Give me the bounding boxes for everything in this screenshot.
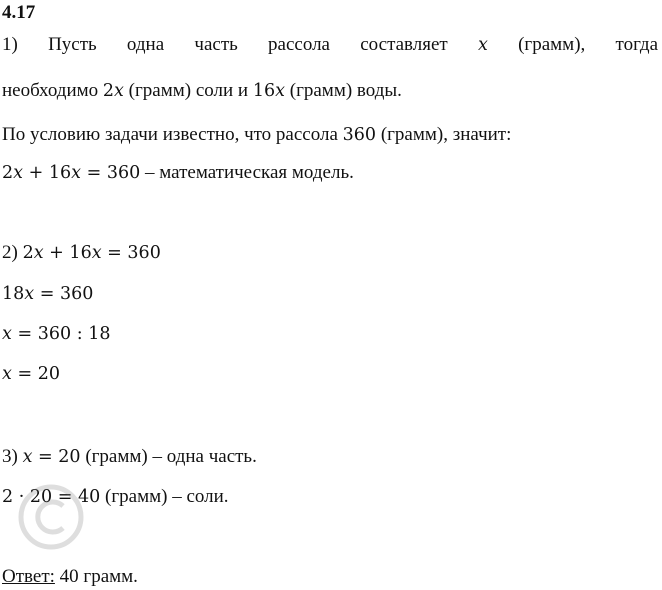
step3-text-1: (грамм) – одна часть. [85,446,257,467]
step2-line1 [2,242,161,264]
step1-line1-text-a: 1) Пусть одна часть рассола составляет [2,34,448,55]
step1-line2 [2,80,402,102]
step1-line4 [2,162,354,184]
step1-line2-text-c: (грамм) воды. [289,80,402,101]
step2-line4 [2,363,60,385]
math-model-equation: 2x + 16x = 360 [2,163,141,183]
step1-line3-math: 360 [342,125,377,145]
step1-line2-math-salt: 2x [102,81,124,101]
step1-line3-text-a: По условию задачи известно, что рассола [2,124,338,145]
step3-text-2: (грамм) – соли. [105,486,229,507]
step2-line2 [2,283,93,305]
step3-math-2: 2 · 20 = 40 [2,487,101,507]
step2-equation-3: x = 360 : 18 [2,324,111,344]
step1-line1-text-b: (грамм), тогда [518,34,659,55]
step2-prefix: 2) [2,242,18,263]
step1-line2-text-a: необходимо [2,80,99,101]
step1-line1 [2,34,658,56]
math-model-label: – математическая модель. [145,162,354,183]
step2-line3 [2,323,110,345]
step1-line2-math-water: 16x [252,81,285,101]
answer-line [2,566,138,588]
step3-line2 [2,486,229,508]
step1-line3 [2,124,511,146]
problem-number: 4.17 [2,2,36,23]
answer-label: Ответ: [2,566,55,587]
step1-line2-text-b: (грамм) соли и [128,80,249,101]
answer-value: 40 грамм. [59,566,138,587]
step2-equation-4: x = 20 [2,364,60,384]
step3-prefix: 3) [2,446,18,467]
step2-equation-1: 2x + 16x = 360 [22,243,161,263]
step3-line1 [2,446,257,468]
step1-line3-text-b: (грамм), значит: [380,124,512,145]
step2-equation-2: 18x = 360 [2,284,94,304]
step1-line1-variable: x [477,35,488,55]
step3-math-1: x = 20 [22,447,81,467]
